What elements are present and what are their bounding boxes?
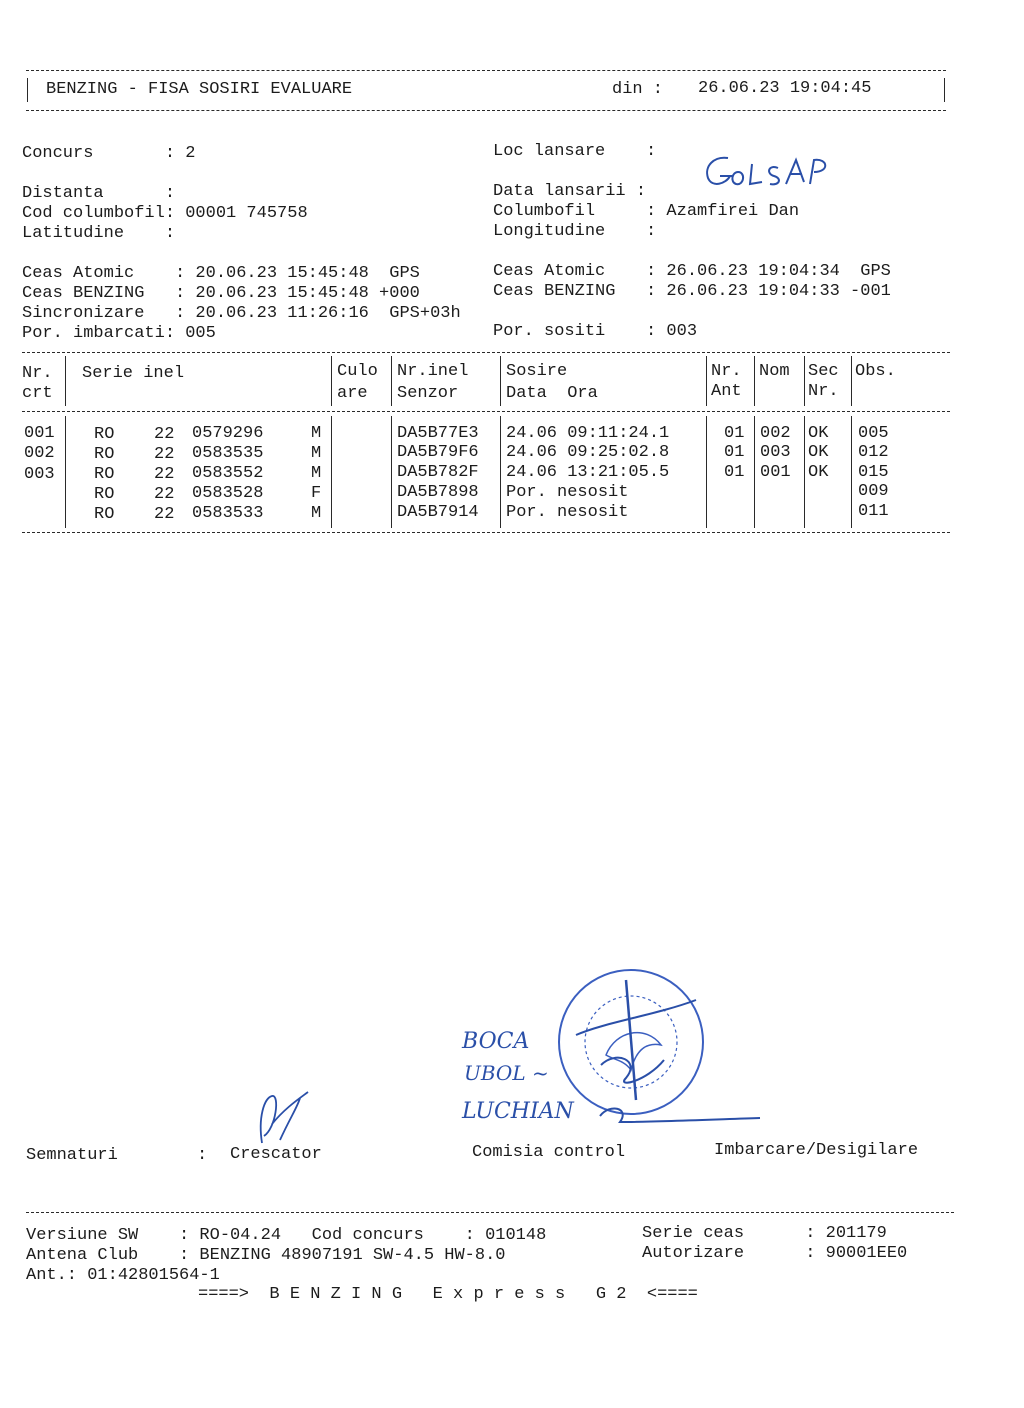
col-header-sosire-2: Data Ora bbox=[506, 384, 598, 403]
col-header-sec-2: Nr. bbox=[808, 382, 839, 401]
col-header-culoare-2: are bbox=[337, 384, 368, 403]
latitudine-line: Latitudine : bbox=[22, 224, 176, 243]
versiune-line: Versiune SW : RO-04.24 Cod concurs : 010148 bbox=[26, 1226, 547, 1245]
benzing-express-banner: ====> B E N Z I N G E x p r e s s G 2 <==== bbox=[198, 1285, 698, 1304]
clock-right-1: Ceas Atomic : 26.06.23 19:04:34 GPS bbox=[493, 262, 891, 281]
col-header-senzor-2: Senzor bbox=[397, 384, 459, 403]
longitudine-line: Longitudine : bbox=[493, 222, 657, 241]
clock-right-4: Por. sositi : 003 bbox=[493, 322, 698, 341]
header-top-rule bbox=[26, 70, 946, 71]
imbarcare-label: Imbarcare/Desigilare bbox=[714, 1141, 919, 1160]
col-header-nr: Nr. bbox=[22, 364, 53, 383]
antenna-id-line: Ant.: 01:42801564-1 bbox=[26, 1266, 220, 1285]
antena-line: Antena Club : BENZING 48907191 SW-4.5 HW-8.0 bbox=[26, 1246, 506, 1265]
col-header-senzor: Nr.inel bbox=[397, 362, 469, 381]
table-bottom-rule bbox=[22, 532, 950, 533]
col-header-nr-2: crt bbox=[22, 384, 53, 403]
header-left-border bbox=[27, 78, 28, 102]
loc-lansare-handwriting bbox=[700, 150, 850, 200]
clock-left-1: Ceas Atomic : 20.06.23 15:45:48 GPS bbox=[22, 264, 420, 283]
distanta-line: Distanta : bbox=[22, 184, 176, 203]
col-header-sosire: Sosire bbox=[506, 362, 568, 381]
signature-names-handwritten bbox=[460, 1018, 780, 1138]
columbofil-line: Columbofil : Azamfirei Dan bbox=[493, 202, 800, 221]
signatures-colon: : bbox=[197, 1146, 208, 1165]
clock-left-4: Por. imbarcati: 005 bbox=[22, 324, 216, 343]
signatures-label: Semnaturi bbox=[26, 1146, 118, 1165]
date-label: din : bbox=[612, 80, 664, 99]
serie-ceas-line: Serie ceas : 201179 bbox=[642, 1224, 887, 1243]
col-header-serie: Serie inel bbox=[82, 364, 185, 383]
clock-left-2: Ceas BENZING : 20.06.23 15:45:48 +000 bbox=[22, 284, 420, 303]
autorizare-line: Autorizare : 90001EE0 bbox=[642, 1244, 908, 1263]
svg-text:LUCHIAN: LUCHIAN bbox=[462, 1099, 574, 1124]
col-header-obs: Obs. bbox=[855, 362, 896, 381]
clock-right-2: Ceas BENZING : 26.06.23 19:04:33 -001 bbox=[493, 282, 891, 301]
concurs-line: Concurs : 2 bbox=[22, 144, 196, 163]
table-top-rule bbox=[22, 352, 950, 353]
table-header-rule bbox=[22, 411, 950, 412]
col-header-sec: Sec bbox=[808, 362, 839, 381]
crescator-label: Crescator bbox=[230, 1145, 322, 1164]
data-lansarii-line: Data lansarii : bbox=[493, 182, 647, 201]
col-header-ant-2: Ant bbox=[711, 382, 742, 401]
comisia-label: Comisia control bbox=[472, 1143, 626, 1162]
date-value: 26.06.23 19:04:45 bbox=[698, 79, 872, 98]
svg-text:BOCA: BOCA bbox=[462, 1029, 530, 1054]
document-title: BENZING - FISA SOSIRI EVALUARE bbox=[46, 80, 353, 99]
clock-left-3: Sincronizare : 20.06.23 11:26:16 GPS+03h bbox=[22, 304, 461, 323]
svg-text:UBOL ~: UBOL ~ bbox=[464, 1061, 549, 1085]
header-right-border bbox=[944, 78, 945, 102]
cod-columbofil-line: Cod columbofil: 00001 745758 bbox=[22, 204, 308, 223]
col-header-culoare: Culo bbox=[337, 362, 378, 381]
crescator-signature bbox=[250, 1088, 320, 1153]
header-bottom-rule bbox=[26, 110, 946, 111]
loc-lansare-line: Loc lansare : bbox=[493, 142, 657, 161]
footer-rule bbox=[26, 1212, 954, 1213]
col-header-nom: Nom bbox=[759, 362, 790, 381]
col-header-ant: Nr. bbox=[711, 362, 742, 381]
